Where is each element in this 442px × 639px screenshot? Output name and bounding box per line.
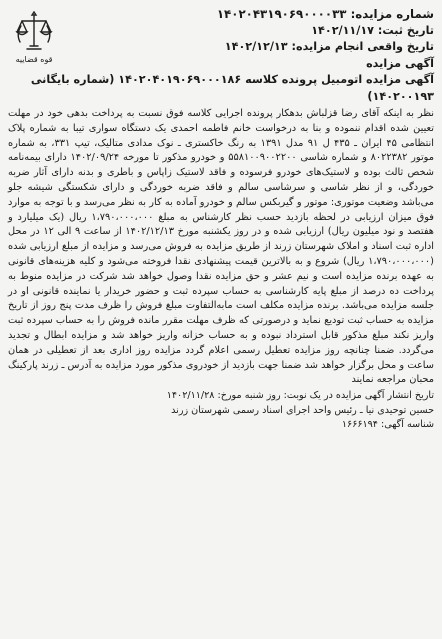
notice-header xyxy=(8,6,434,72)
auction-number: شماره مزایده: ۱۴۰۲۰۴۳۱۹۰۶۹۰۰۰۰۳۳ xyxy=(216,7,434,21)
ad-subject-line-1: آگهی مزایده اتومبیل پرونده کلاسه ۱۴۰۲۰۴۰۱۹۰۶۹۰۰۰۱۸۶ (شماره بایگانی xyxy=(30,73,434,86)
notice-footer xyxy=(8,389,434,432)
judiciary-emblem xyxy=(10,10,58,74)
notice-body xyxy=(8,107,434,388)
registration-date: تاریخ ثبت: ۱۴۰۲/۱۱/۱۷ xyxy=(311,23,434,37)
scales-of-justice-icon xyxy=(14,10,54,54)
emblem-caption: قوه قضاییه xyxy=(15,55,53,64)
ad-title: آگهی مزایده xyxy=(366,56,434,70)
ad-id-line: شناسه آگهی: ۱۶۶۶۱۹۴ xyxy=(341,418,434,430)
publish-date-line: تاریخ انتشار آگهی مزایده در یک نوبت: روز شنبه مورخ: ۱۴۰۲/۱۱/۲۸ xyxy=(166,390,434,402)
body-paragraph: نظر به اینکه آقای رضا قزلباش بدهکار پرونده اجرایی کلاسه فوق نسبت به پرداخت بدهی خود در مهلت تعیین شده اقدام ننموده و بنا به درخواست خانم فاطمه احمدی یک دستگاه سواری تیبا به شماره پلاک انتظامی ۴۵ ایران ـ ۴۳۵ ل ۹۱ مدل ۱۳۹۱ به رنگ خاکستری ـ نوک مدادی متالیک، تیپ ۳۳۱، به شماره موتور ۸۰۲۲۳۸۲ و شماره شاسی ۵۵۸۱۰۰۹۰۰۲۲۰۰ و خودرو مذکور تا مورخه ۱۴۰۲/۰۹/۲۴ دارای بیمه‌نامه شخص ثالث بوده و لاستیک‌های خودرو فرسوده و فاقد لاستیک زاپاس و باطری و بدنه دارای آثار ضربه خوردگی، و از نظر شاسی و سرشاسی سالم و فاقد ضربه خوردگی و دارای شکستگی شیشه جلو می‌باشد وضعیت موتوری: موتور و گیربکس سالم و خودرو آماده به کار به نظر می‌رسد و با توجه به موارد فوق میزان ارزیابی در لحظه بازدید حسب نظر کارشناس به مبلغ ۱،۷۹۰،۰۰۰،۰۰۰ ریال (یک میلیارد و هفتصد و نود میلیون ریال) ارزیابی شده و در روز یکشنبه مورخ ۱۴۰۲/۱۲/۱۳ از ساعت ۹ الی ۱۲ در محل اداره ثبت اسناد و املاک شهرستان زرند از طریق مزایده به فروش می‌رسد و مزایده از مبلغ ارزیابی شده (۱،۷۹۰،۰۰۰،۰۰۰ ریال) شروع و به بالاترین قیمت پیشنهادی نقدا فروخته می‌شود و کلیه هزینه‌های قانونی به عهده برنده مزایده است و نیم عشر و حق مزایده نقدا وصول خواهد شد شرکت در مزایده منوط به پرداخت ده درصد از مبلغ پایه کارشناسی به حساب سپرده ثبت و حضور خریدار یا نماینده قانونی او در جلسه مزایده می‌باشد. برنده مزایده مکلف است مابه‌التفاوت مبلغ فروش را ظرف مدت پنج روز از تاریخ مزایده به حساب ثبت تودیع نماید و درصورتی که ظرف مهلت مقرر مانده فروش را به حساب سپرده ثبت واریز نکند مبلغ مذکور قابل استرداد نبوده و به حساب خزانه واریز خواهد شد و مزایده ابطال و تجدید می‌گردد. ضمنا چنانچه روز مزایده تعطیل رسمی اعلام گردد مزایده روز اداری بعد از تعطیلی در همان ساعت و محل برگزار خواهد شد ضمنا جهت بازدید از خودروی مذکور مورد مزایده به آدرس ـ زرند پارکینگ محبان مراجعه نمایند xyxy=(8,108,434,386)
actual-auction-date: تاریخ واقعی انجام مزایده: ۱۴۰۲/۱۲/۱۳ xyxy=(224,40,434,53)
ad-subject-line-2: ۱۴۰۲۰۰۱۹۳) xyxy=(367,89,434,103)
signer-line: حسین توحیدی نیا ـ رئیس واحد اجرای اسناد رسمی شهرستان زرند xyxy=(171,404,434,416)
